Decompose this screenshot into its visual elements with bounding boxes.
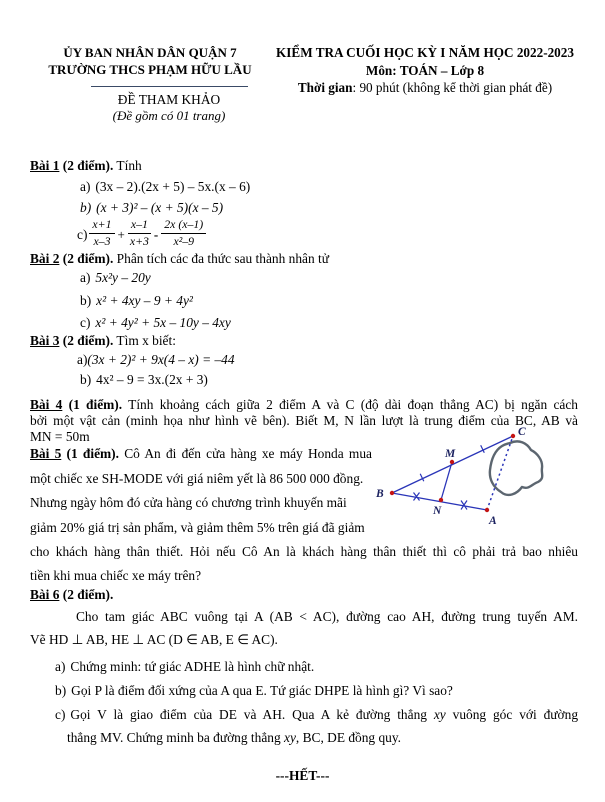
item-expression: (3x + 2)² + 9x(4 – x) = –44 bbox=[87, 352, 235, 367]
problem-5-line-1 bbox=[30, 446, 372, 462]
label-c: C bbox=[518, 426, 526, 438]
problem-1-points: (2 điểm). bbox=[59, 158, 114, 173]
item-text: Chứng minh: tứ giác ADHE là hình chữ nhật. bbox=[70, 659, 315, 674]
time-label: Thời gian bbox=[297, 80, 353, 95]
problem-5-line-6: tiền khi mua chiếc xe máy trên? bbox=[30, 568, 202, 583]
item-marker: c) bbox=[77, 226, 88, 242]
problem-6-intro-1: Cho tam giác ABC vuông tại A (AB < AC), đường cao AH, đường trung tuyến AM. bbox=[76, 609, 578, 624]
doc-type: ĐỀ THAM KHẢO bbox=[117, 92, 221, 107]
item-expression: (3x – 2).(2x + 5) – 5x.(x – 6) bbox=[95, 179, 251, 194]
fraction-denominator: x+3 bbox=[129, 233, 149, 248]
item-expression: 5x²y – 20y bbox=[95, 270, 151, 285]
segment-bc bbox=[392, 436, 513, 493]
fraction-numerator: 2x (x–1) bbox=[161, 218, 206, 234]
problem-4-line-1 bbox=[30, 397, 578, 413]
problem-5-line-5: cho khách hàng thân thiết. Hỏi nếu Cô An là khách hàng thân thiết thì cô phải trả bao nhiêu bbox=[30, 544, 578, 559]
school-name: TRƯỜNG THCS PHẠM HỮU LẦU bbox=[48, 62, 252, 77]
problem-2-item-a bbox=[80, 270, 151, 286]
time-text: : 90 phút (không kể thời gian phát đề) bbox=[352, 80, 553, 95]
problem-4-label: Bài 4 bbox=[30, 397, 63, 412]
problem-6-item-a bbox=[55, 659, 314, 675]
problem-2-intro: Phân tích các đa thức sau thành nhân tử bbox=[113, 251, 330, 266]
fraction-denominator: x²–9 bbox=[173, 233, 195, 248]
problem-3-item-a bbox=[77, 352, 235, 368]
problem-1-item-c bbox=[77, 218, 206, 248]
point-n-dot bbox=[439, 498, 443, 502]
problem-1-item-a bbox=[80, 179, 250, 195]
fraction-numerator: x+1 bbox=[89, 218, 114, 234]
item-text: Gọi V là giao điểm của DE và AH. Qua A kẻ đường thẳng bbox=[70, 707, 434, 722]
header-divider bbox=[91, 86, 248, 87]
problem-1-heading bbox=[30, 158, 578, 174]
item-expression: x² + 4y² + 5x – 10y – 4xy bbox=[95, 315, 231, 330]
problem-3-points: (2 điểm). bbox=[59, 333, 114, 348]
problem-6-item-b bbox=[55, 683, 453, 699]
item-marker: a) bbox=[80, 270, 91, 285]
problem-2-heading bbox=[30, 251, 578, 267]
item-marker: b) bbox=[80, 372, 92, 387]
problem-2-item-c bbox=[80, 315, 231, 331]
problem-5-label: Bài 5 bbox=[30, 446, 62, 461]
doc-note: (Đề gồm có 01 trang) bbox=[112, 108, 226, 123]
time-line bbox=[272, 79, 578, 97]
problem-5-line-2: một chiếc xe SH-MODE với giá niêm yết là 86 500 000 đồng. bbox=[30, 471, 364, 486]
org-name: ỦY BAN NHÂN DÂN QUẬN 7 bbox=[63, 45, 237, 60]
problem-6-heading bbox=[30, 587, 113, 603]
line-xy-italic: xy bbox=[433, 707, 446, 722]
problem-1-intro: Tính bbox=[113, 158, 142, 173]
problem-3-intro: Tìm x biết: bbox=[113, 333, 176, 348]
minus-operator: - bbox=[153, 226, 159, 242]
item-text: vuông góc với đường bbox=[445, 707, 579, 722]
item-marker: a) bbox=[80, 179, 91, 194]
item-marker: c) bbox=[55, 707, 66, 722]
problem-4-line-3: MN = 50m bbox=[30, 429, 90, 444]
problem-3-item-b bbox=[80, 372, 208, 388]
problem-5-text: Cô An đi đến cửa hàng xe máy Honda mua bbox=[118, 446, 372, 461]
item-marker: c) bbox=[80, 315, 91, 330]
point-a-dot bbox=[485, 508, 489, 512]
problem-6-label: Bài 6 bbox=[30, 587, 60, 602]
item-text: Gọi P là điểm đối xứng của A qua E. Tứ giác DHPE là hình gì? Vì sao? bbox=[71, 683, 453, 698]
item-expression: (x + 3)² – (x + 5)(x – 5) bbox=[96, 200, 224, 215]
exam-title: KIỂM TRA CUỐI HỌC KỲ I NĂM HỌC 2022-2023 bbox=[276, 45, 574, 60]
label-n: N bbox=[433, 505, 442, 517]
fraction-denominator: x–3 bbox=[93, 233, 111, 248]
subject-line: Môn: TOÁN – Lớp 8 bbox=[365, 62, 485, 78]
obstacle-blob bbox=[490, 441, 542, 495]
fraction-3 bbox=[161, 218, 206, 248]
item-text: , BC, DE đồng quy. bbox=[295, 730, 402, 745]
problem-3-label: Bài 3 bbox=[30, 333, 60, 348]
problem-3-heading bbox=[30, 333, 578, 349]
item-expression: 4x² – 9 = 3x.(2x + 3) bbox=[96, 372, 208, 387]
label-a: A bbox=[489, 515, 497, 527]
point-m-dot bbox=[450, 460, 454, 464]
label-b: B bbox=[376, 488, 384, 500]
item-marker: a) bbox=[77, 352, 88, 367]
line-xy-italic: xy bbox=[284, 730, 296, 745]
problem-4-text: Tính khoảng cách giữa 2 điểm A và C (độ dài đoạn thẳng AC) bị ngăn cách bbox=[122, 397, 578, 412]
item-marker: a) bbox=[55, 659, 66, 674]
problem-4-points: (1 điểm). bbox=[62, 397, 123, 412]
problem-1-label: Bài 1 bbox=[30, 158, 60, 173]
problem-6-item-c-line-1 bbox=[55, 707, 578, 723]
item-marker: b) bbox=[80, 200, 92, 215]
item-expression: x² + 4xy – 9 + 4y² bbox=[96, 293, 193, 308]
problem-2-points: (2 điểm). bbox=[59, 251, 114, 266]
item-marker: b) bbox=[55, 683, 67, 698]
fraction-numerator: x–1 bbox=[128, 218, 151, 234]
point-b-dot bbox=[390, 491, 394, 495]
problem-1-item-b bbox=[80, 200, 223, 216]
problem-5-line-3: Nhưng ngày hôm đó cửa hàng có chương trình khuyến mãi bbox=[30, 495, 347, 510]
point-c-dot bbox=[511, 434, 515, 438]
item-text: thẳng MV. Chứng minh ba đường thẳng bbox=[67, 730, 284, 745]
problem-4-line-2: bởi một vật cản (minh họa như hình vẽ bên). Biết M, N lần lượt là trung điểm của BC, AB và bbox=[30, 413, 578, 428]
problem-2-item-b bbox=[80, 293, 193, 309]
header-left bbox=[30, 44, 270, 78]
problem-5-points: (1 điểm). bbox=[61, 446, 119, 461]
label-m: M bbox=[445, 448, 456, 460]
item-marker: b) bbox=[80, 293, 92, 308]
problem-6-intro-2: Vẽ HD ⊥ AB, HE ⊥ AC (D ∈ AB, E ∈ AC). bbox=[30, 632, 278, 647]
problem-2-label: Bài 2 bbox=[30, 251, 60, 266]
geometry-figure bbox=[372, 424, 594, 532]
problem-6-item-c-line-2 bbox=[67, 730, 401, 746]
fraction-2 bbox=[128, 218, 151, 248]
problem-6-points: (2 điểm). bbox=[59, 587, 114, 602]
end-marker: ---HẾT--- bbox=[275, 768, 330, 783]
fraction-1 bbox=[89, 218, 114, 248]
plus-operator: + bbox=[117, 226, 125, 242]
problem-5-line-4: giảm 20% giá trị sản phẩm, và giảm thêm 5% trên giá đã giảm bbox=[30, 520, 365, 535]
header-right bbox=[272, 44, 578, 97]
